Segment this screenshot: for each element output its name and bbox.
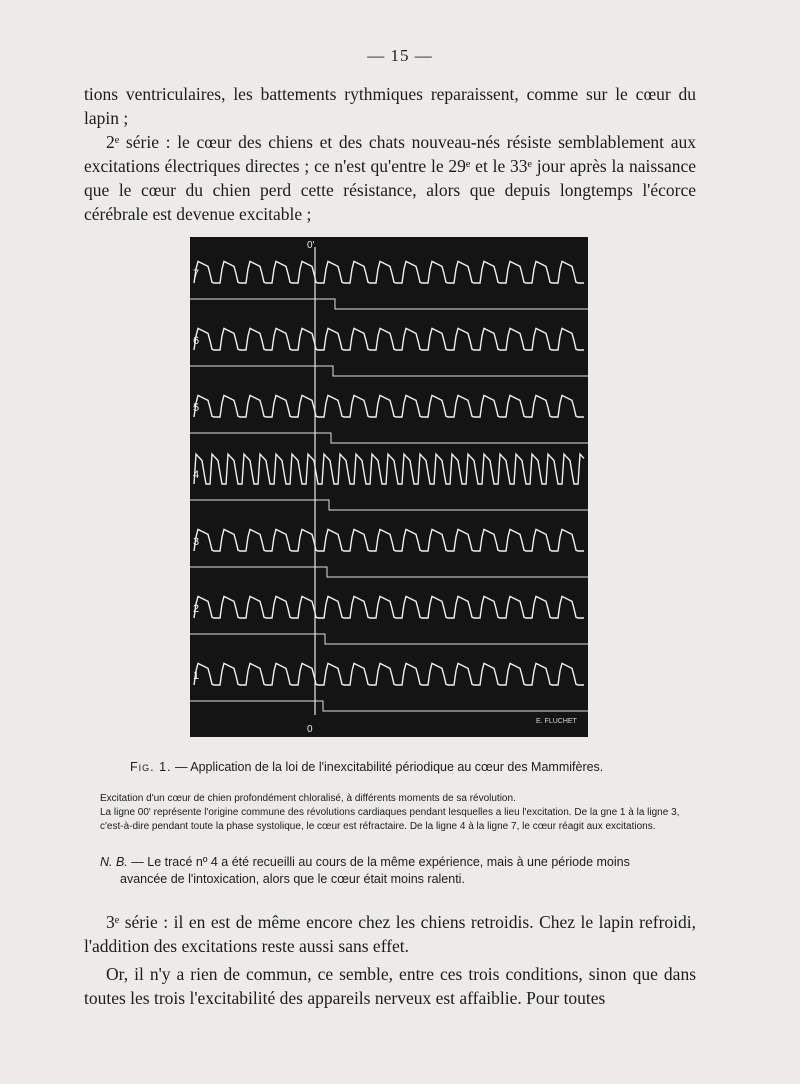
trace-wave — [194, 529, 584, 551]
trace-label: 4 — [193, 469, 200, 481]
excitation-signal-line — [190, 366, 588, 376]
trace-wave — [194, 596, 584, 618]
trace-wave — [194, 395, 584, 417]
note-text: — Le tracé nº 4 a été recueilli au cours de la même expérience, mais à une période moins — [127, 855, 630, 869]
excitation-signal-line — [190, 299, 588, 309]
trace-label: 2 — [193, 603, 200, 615]
excitation-signal-line — [190, 701, 588, 711]
figure-caption-title — [130, 760, 690, 774]
note-text-continued: avancée de l'intoxication, alors que le cœur était moins ralenti. — [120, 872, 465, 886]
figure-title: — Application de la loi de l'inexcitabilité périodique au cœur des Mammifères. — [171, 760, 604, 774]
note-block — [100, 854, 700, 888]
trace-label: 1 — [193, 670, 200, 682]
origin-top-label: 0' — [307, 240, 315, 251]
figure-label: Fig. 1. — [130, 760, 172, 774]
trace-label: 6 — [193, 335, 200, 347]
note-label: N. B. — [100, 855, 128, 869]
origin-bottom-label: 0 — [307, 724, 313, 735]
trace-wave — [194, 663, 584, 685]
bottom-text-block — [84, 910, 696, 1010]
artist-signature: E. FLUCHET — [536, 718, 577, 725]
caption-description: Excitation d'un cœur de chien profondément chloralisé, à différents moments de sa révolution. — [100, 793, 516, 804]
paragraph-serie-2: 2ᵉ série : le cœur des chiens et des chats nouveau-nés résiste semblablement aux excitations électriques directes ; ce n'est qu'entre le 29ᵉ et le 33ᵉ jour après la naissance que le cœur du chien perd cette résistance, alors que depuis longtemps l'écorce cérébrale est devenue excitable ; — [84, 132, 696, 224]
trace-wave — [194, 261, 584, 283]
trace-label: 7 — [193, 268, 200, 280]
paragraph-continuation: tions ventriculaires, les battements rythmiques reparaissent, comme sur le cœur du lapin ; — [84, 84, 696, 128]
paragraph-serie-3: 3ᵉ série : il en est de même encore chez les chiens retroidis. Chez le lapin refroidi, l'addition des excitations reste aussi sans effet. — [84, 912, 696, 956]
caption-line-explanation: La ligne 00' représente l'origine commune des révolutions cardiaques pendant lesquelles a lieu l'excitation. De la gne 1 à la ligne 3, c'est-à-dire pendant toute la phase systolique, le cœur est réfractaire. De la ligne 4 à la ligne 7, le cœur réagit aux excitations. — [100, 807, 680, 832]
top-text-block — [84, 82, 696, 226]
page-number: — 15 — — [367, 46, 433, 65]
trace-label: 5 — [193, 402, 200, 414]
excitation-signal-line — [190, 634, 588, 644]
excitation-signal-line — [190, 567, 588, 577]
trace-plate — [190, 237, 588, 737]
trace-wave — [194, 328, 584, 350]
trace-wave — [194, 454, 584, 484]
trace-label: 3 — [193, 536, 200, 548]
excitation-signal-line — [190, 433, 588, 443]
excitation-signal-line — [190, 500, 588, 510]
figure-cardiac-traces — [190, 237, 588, 737]
paragraph-conclusion: Or, il n'y a rien de commun, ce semble, entre ces trois conditions, sinon que dans toutes les trois l'excitabilité des appareils nerveux est affaiblie. Pour toutes — [84, 964, 696, 1008]
